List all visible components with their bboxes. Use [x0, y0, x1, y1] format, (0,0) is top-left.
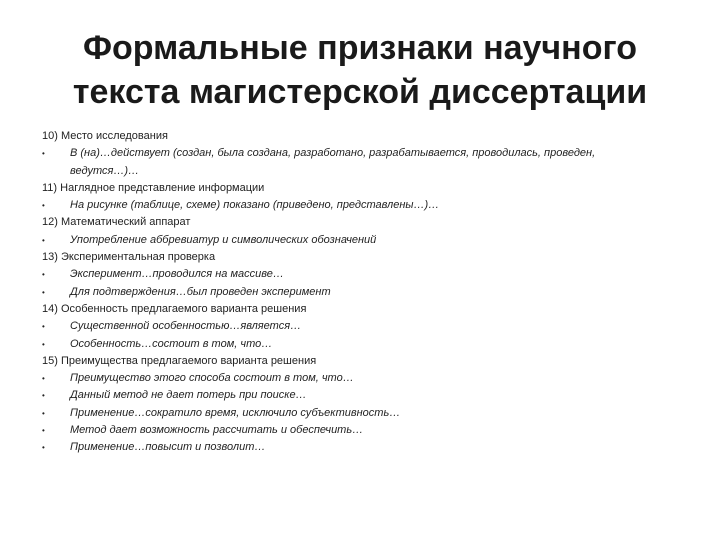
bullet-text: На рисунке (таблице, схеме) показано (приведено, представлены…)…	[70, 199, 440, 212]
bullet-text: Для подтверждения…был проведен эксперимент	[70, 285, 331, 298]
bullet-item	[42, 197, 662, 214]
bullet-icon: •	[42, 287, 45, 297]
slide-body	[42, 128, 662, 457]
bullet-item	[42, 405, 662, 422]
bullet-item	[42, 266, 662, 283]
bullet-item	[42, 232, 662, 249]
slide-title	[40, 26, 680, 114]
bullet-icon: •	[42, 391, 45, 401]
section-heading: 12) Математический аппарат	[42, 216, 191, 229]
bullet-icon: •	[42, 408, 45, 418]
bullet-item	[42, 284, 662, 301]
bullet-text: Преимущество этого способа состоит в том, что…	[70, 372, 354, 385]
bullet-icon: •	[42, 426, 45, 436]
bullet-text: Метод дает возможность рассчитать и обеспечить…	[70, 424, 364, 437]
bullet-icon: •	[42, 235, 45, 245]
bullet-icon: •	[42, 443, 45, 453]
bullet-item	[42, 370, 662, 387]
title-line-1: Формальные признаки научного	[83, 29, 637, 67]
title-line-2: текста магистерской диссертации	[72, 73, 648, 111]
bullet-icon: •	[42, 149, 45, 159]
bullet-text: Существенной особенностью…является…	[70, 320, 302, 333]
section-heading: 14) Особенность предлагаемого варианта решения	[42, 302, 307, 315]
bullet-icon: •	[42, 270, 45, 280]
section-heading: 11) Наглядное представление информации	[42, 181, 265, 194]
section-heading: 15) Преимущества предлагаемого варианта решения	[42, 354, 317, 367]
bullet-item	[42, 422, 662, 439]
bullet-icon: •	[42, 322, 45, 332]
bullet-text: Эксперимент…проводился на массиве…	[70, 268, 284, 281]
bullet-text: Особенность…состоит в том, что…	[70, 337, 273, 350]
bullet-item	[42, 387, 662, 404]
section-heading: 10) Место исследования	[42, 130, 168, 142]
bullet-text: В (на)…действует (создан, была создана, разработано, разрабатывается, проводилась, проведен, ведутся…)…	[70, 147, 596, 177]
bullet-icon: •	[42, 339, 45, 349]
bullet-item	[42, 439, 662, 456]
bullet-item	[42, 336, 662, 353]
bullet-icon: •	[42, 201, 45, 211]
bullet-icon: •	[42, 374, 45, 384]
bullet-text: Данный метод не дает потерь при поиске…	[70, 389, 307, 402]
bullet-text: Применение…повысит и позволит…	[70, 441, 266, 454]
bullet-item	[42, 145, 662, 180]
bullet-text: Употребление аббревиатур и символических обозначений	[70, 233, 377, 246]
bullet-item	[42, 318, 662, 335]
bullet-text: Применение…сократило время, исключило субъективность…	[70, 406, 401, 419]
section-heading: 13) Экспериментальная проверка	[42, 251, 216, 264]
